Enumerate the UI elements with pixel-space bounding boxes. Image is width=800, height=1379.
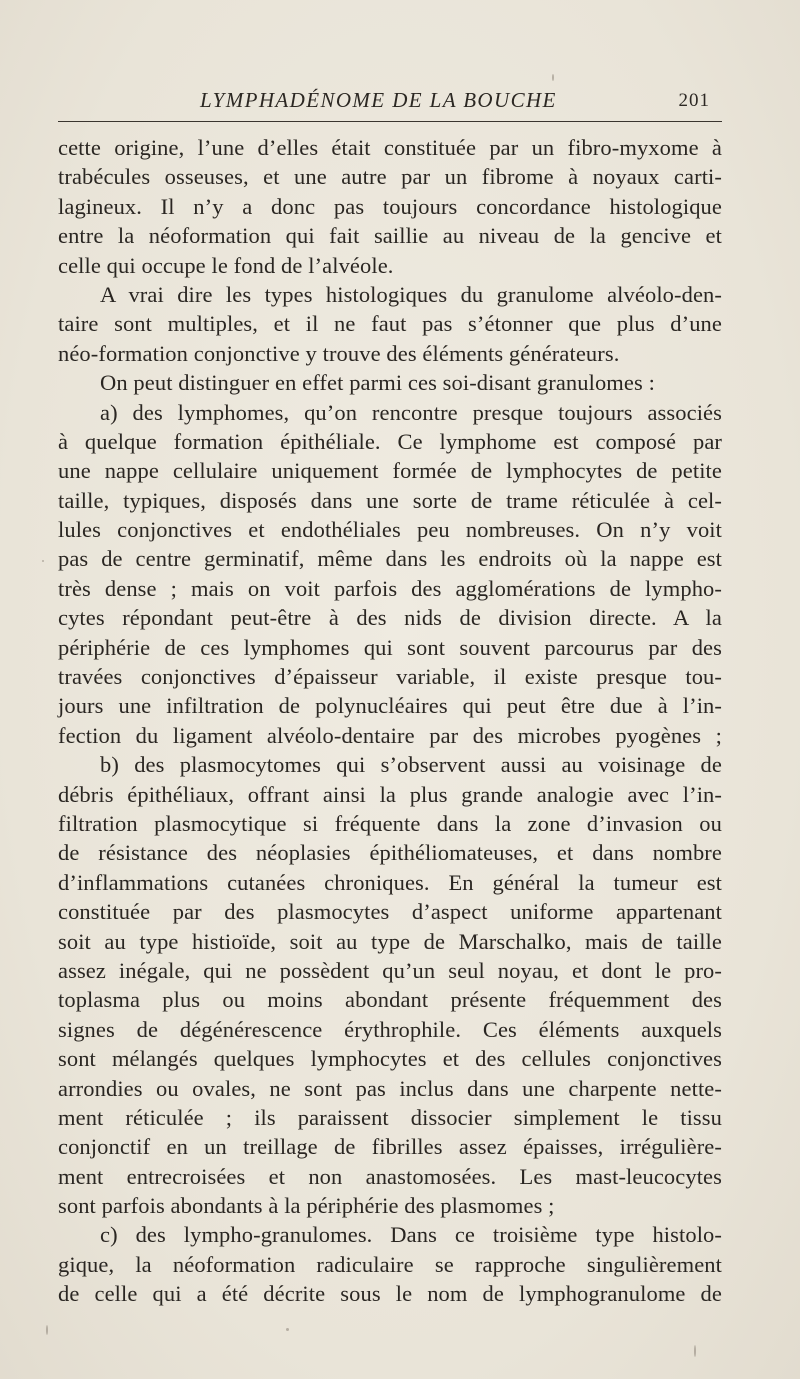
text-line: de celle qui a été décrite sous le nom de lymphogranulome de: [58, 1281, 722, 1307]
text-line: jours une infiltration de polynucléaires qui peut être due à l’in-: [58, 693, 722, 719]
text-line: d’inflammations cutanées chroniques. En général la tumeur est: [58, 869, 722, 895]
text-line: sont parfois abondants à la périphérie des plasmomes ;: [58, 1193, 555, 1219]
text-line: constituée par des plasmocytes d’aspect uniforme appartenant: [58, 899, 722, 925]
text-line: lules conjonctives et endothéliales peu nombreuses. On n’y voit: [58, 517, 722, 543]
text-line: soit au type histioïde, soit au type de Marschalko, mais de taille: [58, 928, 722, 954]
text-line: périphérie de ces lymphomes qui sont souvent parcourus par des: [58, 634, 722, 660]
text-line: arrondies ou ovales, ne sont pas inclus dans une charpente nette-: [58, 1075, 722, 1101]
text-line: fection du ligament alvéolo-dentaire par des microbes pyogènes ;: [58, 722, 722, 748]
text-line: néo-formation conjonctive y trouve des éléments générateurs.: [58, 340, 620, 366]
running-title: LYMPHADÉNOME DE LA BOUCHE: [200, 88, 557, 112]
paper-speck: [286, 1328, 289, 1331]
text-line: pas de centre germinatif, même dans les endroits où la nappe est: [58, 546, 722, 572]
text-line: débris épithéliaux, offrant ainsi la plus grande analogie avec l’in-: [58, 781, 722, 807]
text-line: a) des lymphomes, qu’on rencontre presque toujours associés: [100, 399, 722, 425]
text-line: taille, typiques, disposés dans une sorte de trame réticulée à cel-: [58, 487, 722, 513]
text-line: très dense ; mais on voit parfois des agglomérations de lympho-: [58, 575, 722, 601]
text-line: conjonctif en un treillage de fibrilles assez épaisses, irrégulière-: [58, 1134, 722, 1160]
text-line: A vrai dire les types histologiques du granulome alvéolo-den-: [100, 281, 722, 307]
text-line: On peut distinguer en effet parmi ces soi-disant granulomes :: [100, 370, 655, 396]
text-line: travées conjonctives d’épaisseur variable, il existe presque tou-: [58, 664, 722, 690]
text-line: de résistance des néoplasies épithéliomateuses, et dans nombre: [58, 840, 722, 866]
paper-speck: [694, 1345, 696, 1357]
text-line: lagineux. Il n’y a donc pas toujours concordance histologique: [58, 193, 722, 219]
paper-speck: [46, 1325, 48, 1335]
text-line: sont mélangés quelques lymphocytes et des cellules conjonctives: [58, 1046, 722, 1072]
text-line: assez inégale, qui ne possèdent qu’un seul noyau, et dont le pro-: [58, 957, 722, 983]
text-line: gique, la néoformation radiculaire se rapproche singulièrement: [58, 1251, 722, 1277]
text-line: celle qui occupe le fond de l’alvéole.: [58, 252, 394, 278]
text-line: entre la néoformation qui fait saillie au niveau de la gencive et: [58, 223, 722, 249]
header-rule: [58, 121, 722, 122]
text-line: cette origine, l’une d’elles était constituée par un fibro-myxome à: [58, 135, 722, 160]
text-line: cytes répondant peut-être à des nids de division directe. A la: [58, 605, 722, 631]
paper-speck: [552, 74, 554, 81]
text-line: signes de dégénérescence érythrophile. Ces éléments auxquels: [58, 1016, 722, 1042]
page-header: [58, 86, 722, 114]
text-line: trabécules osseuses, et une autre par un fibrome à noyaux carti-: [58, 164, 722, 190]
text-line: une nappe cellulaire uniquement formée de lymphocytes de petite: [58, 458, 722, 484]
page-number: 201: [678, 90, 710, 111]
text-line: ment entrecroisées et non anastomosées. Les mast-leucocytes: [58, 1163, 722, 1189]
paper-speck: [42, 560, 44, 562]
text-line: c) des lympho-granulomes. Dans ce troisième type histolo-: [100, 1222, 722, 1248]
text-line: ment réticulée ; ils paraissent dissocier simplement le tissu: [58, 1104, 722, 1130]
text-line: à quelque formation épithéliale. Ce lymphome est composé par: [58, 428, 722, 454]
text-line: taire sont multiples, et il ne faut pas s’étonner que plus d’une: [58, 311, 722, 337]
text-line: filtration plasmocytique si fréquente dans la zone d’invasion ou: [58, 810, 722, 836]
text-line: b) des plasmocytomes qui s’observent aussi au voisinage de: [100, 752, 722, 778]
text-line: toplasma plus ou moins abondant présente fréquemment des: [58, 987, 722, 1013]
body-text: [58, 133, 722, 1309]
